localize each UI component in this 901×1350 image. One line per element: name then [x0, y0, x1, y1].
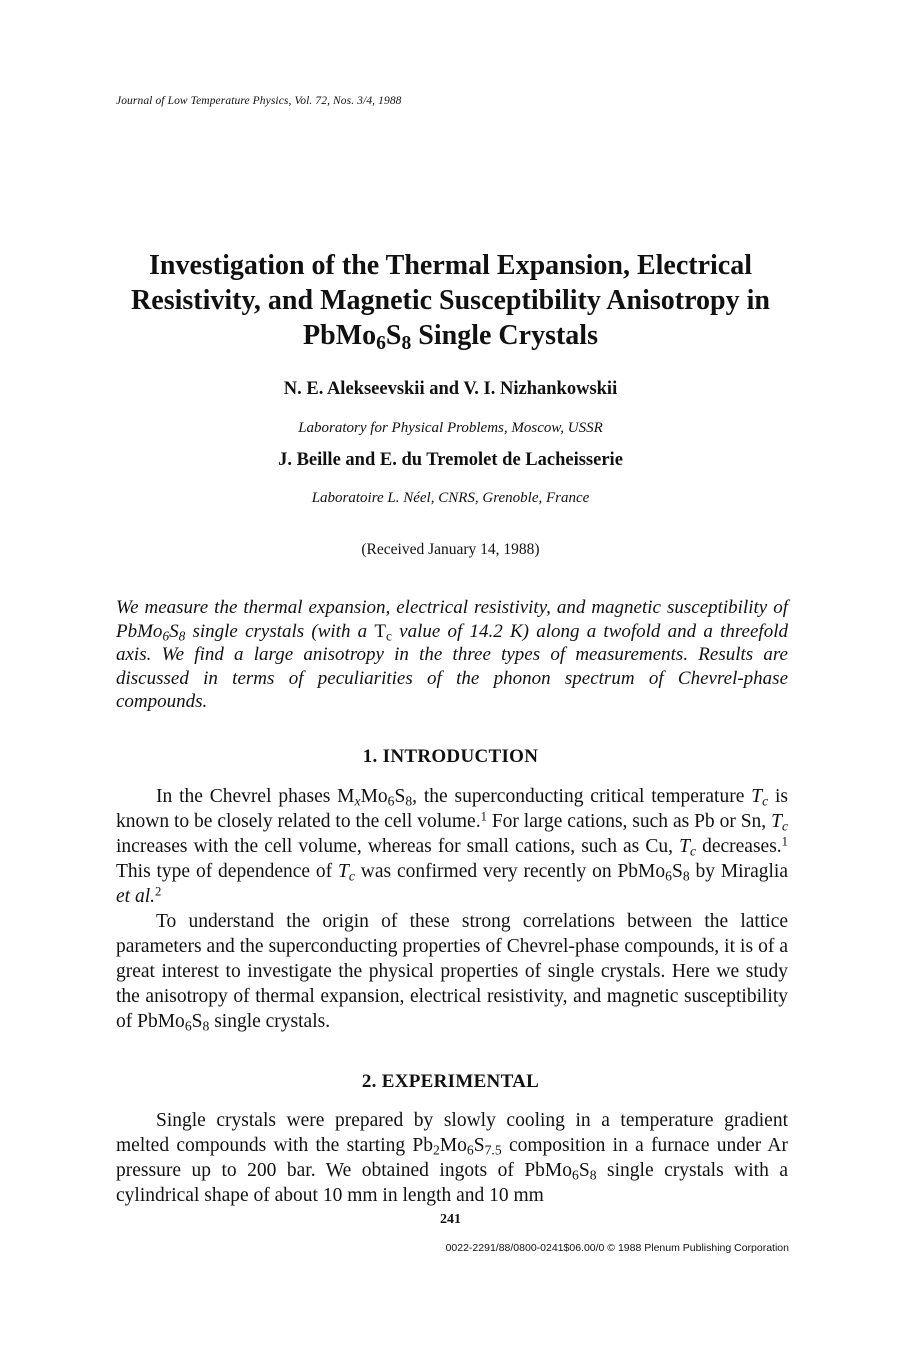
author-group-1: N. E. Alekseevskii and V. I. Nizhankowskii: [283, 379, 618, 399]
paper-title: [60, 248, 841, 353]
affiliation-2: Laboratoire L. Néel, CNRS, Grenoble, France: [311, 490, 590, 506]
received-date: (Received January 14, 1988): [361, 541, 540, 558]
journal-citation: Journal of Low Temperature Physics, Vol. 72, Nos. 3/4, 1988: [116, 95, 402, 107]
copyright-line: 0022-2291/88/0800-0241$06.00/0 © 1988 Plenum Publishing Corporation: [445, 1242, 789, 1254]
page-number: 241: [440, 1212, 461, 1227]
title-line-3: $PbMo_6S_8$ Single Crystals: [303, 320, 598, 354]
section-heading-introduction: 1. INTRODUCTION: [362, 746, 539, 767]
intro-paragraph-1: In the Chevrel phases $M_xMo_6S_8$, the superconducting critical temperature $T_c$ is known to be closely related to the cell volume.$^1$ For large cations, such as Pb or Sn, $T_c$ increases with the cell volume, whereas for small cations, such as Cu, $T_c$ decreases.$^1$ This type of dependence of $T_c$ was confirmed very recently on $PbMo_6S_8$ by Miraglia et al.$^2$: [116, 786, 788, 907]
title-line-2: Resistivity, and Magnetic Susceptibility Anisotropy in: [131, 285, 770, 316]
section-heading-experimental: 2. EXPERIMENTAL: [361, 1071, 540, 1092]
abstract: We measure the thermal expansion, electrical resistivity, and magnetic susceptibility of $PbMo_6S_8$ single crystals (with a $T_c$ value of 14.2 K) along a twofold and a threefold axis. We find a large anisotropy in the three types of measurements. Results are discussed in terms of peculiarities of the phonon spectrum of Chevrel-phase compounds.: [116, 597, 788, 712]
title-line-1: Investigation of the Thermal Expansion, Electrical: [148, 250, 753, 281]
affiliation-1: Laboratory for Physical Problems, Moscow, USSR: [298, 420, 603, 436]
author-group-2: J. Beille and E. du Tremolet de Lacheisserie: [278, 450, 623, 470]
experimental-paragraph-1: Single crystals were prepared by slowly cooling in a temperature gradient melted compounds with the starting $Pb_2Mo_6S_{7.5}$ composition in a furnace under Ar pressure up to 200 bar. We obtained ingots of $PbMo_6S_8$ single crystals with a cylindrical shape of about 10 mm in length and 10 mm: [116, 1110, 789, 1206]
intro-paragraph-2: To understand the origin of these strong correlations between the lattice parameters and the superconducting properties of Chevrel-phase compounds, it is of a great interest to investigate the physical properties of single crystals. Here we study the anisotropy of thermal expansion, electrical resistivity, and magnetic susceptibility of $PbMo_6S_8$ single crystals.: [116, 911, 788, 1034]
